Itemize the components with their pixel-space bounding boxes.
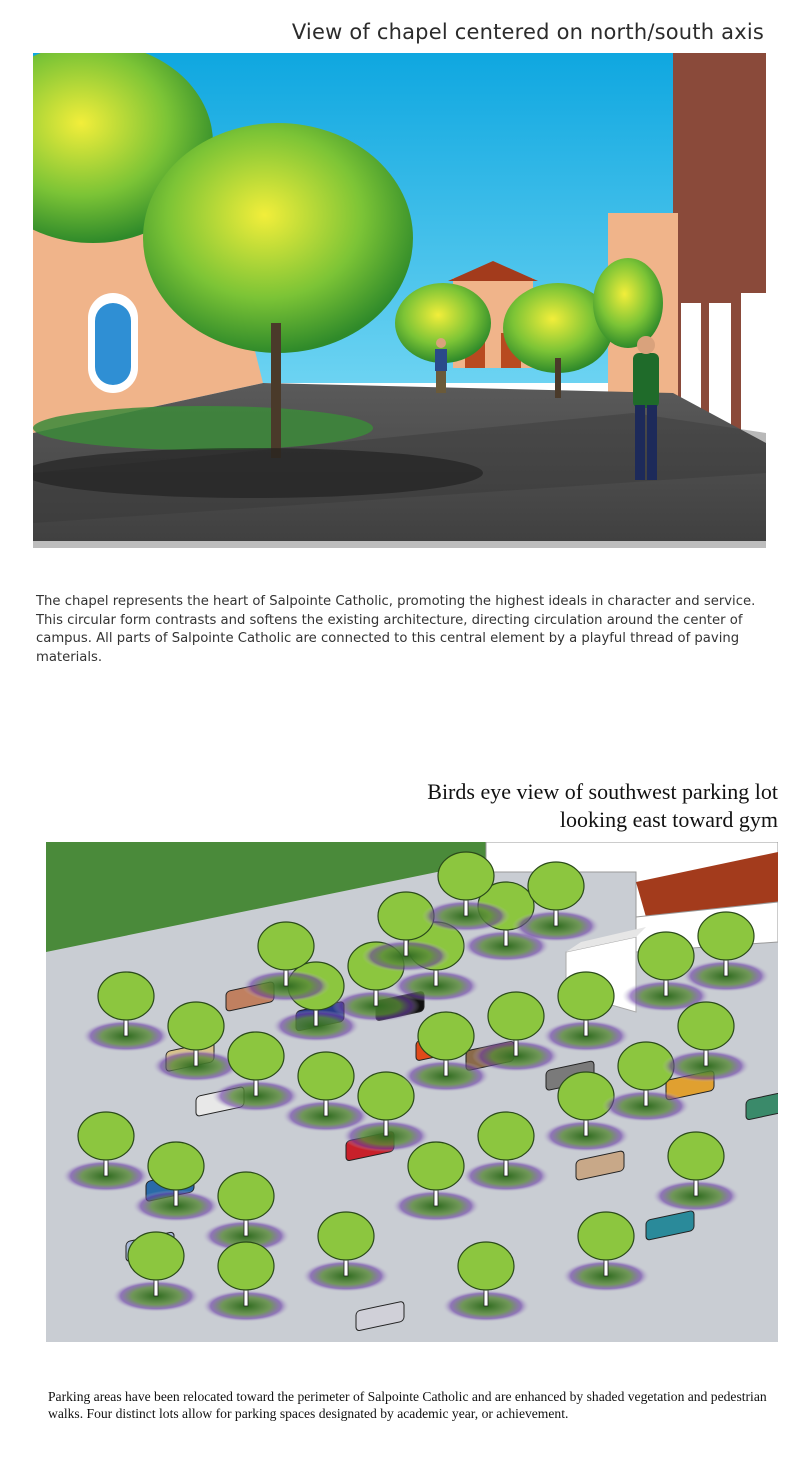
tree-canopy — [98, 972, 154, 1020]
parking-caption: Parking areas have been relocated toward the perimeter of Salpointe Catholic and are enhanced by shaded vegetation and pedestrian walks. Four distinct lots allow for parking spaces designated by academic year, or achievement. — [48, 1389, 767, 1421]
tree-canopy — [528, 862, 584, 910]
tree-canopy — [418, 1012, 474, 1060]
chapel-rendering — [33, 53, 766, 548]
tree-canopy — [478, 1112, 534, 1160]
tree-canopy — [258, 922, 314, 970]
tree-canopy — [78, 1112, 134, 1160]
parking-lot-rendering — [46, 842, 778, 1342]
tree-canopy — [408, 1142, 464, 1190]
tree-canopy — [668, 1132, 724, 1180]
tree-canopy — [168, 1002, 224, 1050]
parking-title-line-1: Birds eye view of southwest parking lot — [427, 779, 778, 804]
tree-canopy — [558, 972, 614, 1020]
tree-canopy — [558, 1072, 614, 1120]
chapel-view-title: View of chapel centered on north/south axis — [291, 20, 764, 44]
tree-canopy — [148, 1142, 204, 1190]
tree-canopy — [698, 912, 754, 960]
tree-canopy — [228, 1032, 284, 1080]
tree-canopy — [218, 1172, 274, 1220]
tree-canopy — [438, 852, 494, 900]
tree-canopy — [318, 1212, 374, 1260]
tree-canopy — [298, 1052, 354, 1100]
tree-canopy — [458, 1242, 514, 1290]
tree-canopy — [128, 1232, 184, 1280]
chapel-caption: The chapel represents the heart of Salpointe Catholic, promoting the highest ideals in character and service. This circular form contrasts and softens the existing architecture, directing circulation around the center of campus. All parts of Salpointe Catholic are connected to this central element by a playful thread of paving materials. — [36, 594, 756, 665]
tree-canopy — [678, 1002, 734, 1050]
tree-canopy — [488, 992, 544, 1040]
parking-title-line-2: looking east toward gym — [559, 807, 778, 832]
parking-view-title — [178, 778, 778, 834]
tree-canopy — [218, 1242, 274, 1290]
tree-canopy — [578, 1212, 634, 1260]
